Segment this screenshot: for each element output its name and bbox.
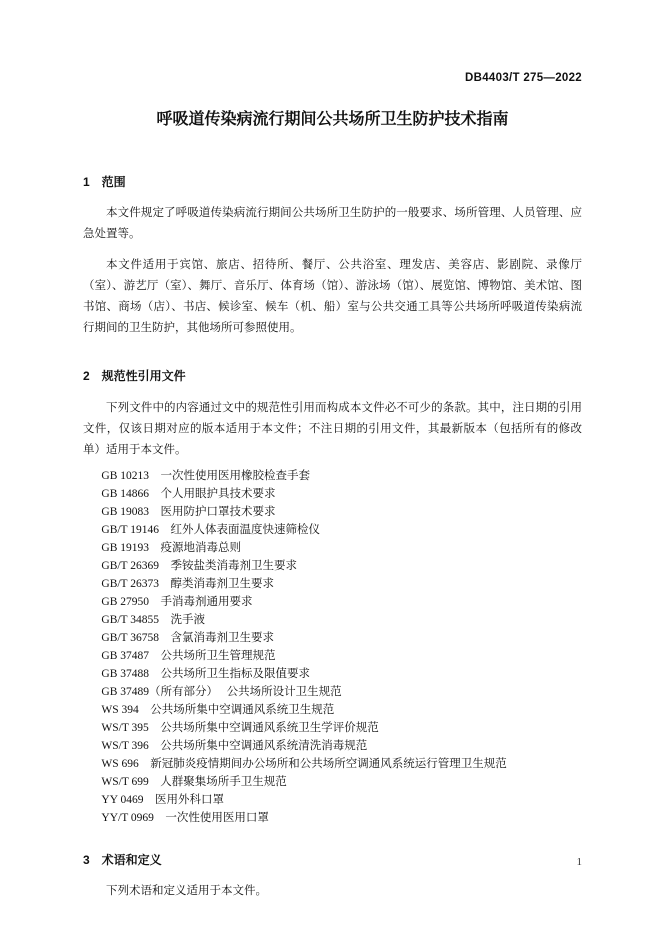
- reference-item: WS/T 396 公共场所集中空调通风系统清洗消毒规范: [101, 739, 368, 752]
- reference-item: WS/T 395 公共场所集中空调通风系统卫生学评价规范: [101, 721, 379, 734]
- doc-number: DB4403/T 275—2022: [465, 72, 582, 84]
- reference-item: GB 37487 公共场所卫生管理规范: [101, 649, 276, 662]
- terms-paragraph-1: 下列术语和定义适用于本文件。: [106, 884, 267, 897]
- reference-item: YY 0469 医用外科口罩: [101, 793, 224, 806]
- reference-item: GB 10213 一次性使用医用橡胶检查手套: [101, 469, 310, 482]
- document-body: [83, 72, 582, 902]
- reference-item: WS 696 新冠肺炎疫情期间办公场所和公共场所空调通风系统运行管理卫生规范: [101, 757, 507, 770]
- reference-item: GB 19193 疫源地消毒总则: [101, 541, 241, 554]
- reference-item: GB/T 34855 洗手液: [101, 613, 206, 626]
- reference-item: WS/T 699 人群聚集场所手卫生规范: [101, 775, 287, 788]
- page-number: 1: [576, 856, 582, 868]
- document-title: 呼吸道传染病流行期间公共场所卫生防护技术指南: [156, 111, 509, 128]
- reference-item: GB 37489（所有部分） 公共场所设计卫生规范: [101, 685, 342, 698]
- reference-item: GB 14866 个人用眼护具技术要求: [101, 487, 276, 500]
- reference-item: YY/T 0969 一次性使用医用口罩: [101, 811, 269, 824]
- reference-item: GB 19083 医用防护口罩技术要求: [101, 505, 276, 518]
- reference-list: [83, 467, 582, 827]
- scope-paragraph-1: 本文件规定了呼吸道传染病流行期间公共场所卫生防护的一般要求、场所管理、人员管理、应急处置等。: [83, 207, 582, 241]
- section-heading-terms: 3 术语和定义: [83, 852, 162, 867]
- reference-item: GB 27950 手消毒剂通用要求: [101, 595, 253, 608]
- section-heading-references: 2 规范性引用文件: [83, 369, 186, 384]
- reference-item: GB 37488 公共场所卫生指标及限值要求: [101, 667, 310, 680]
- references-intro-paragraph: 下列文件中的内容通过文中的规范性引用而构成本文件必不可少的条款。其中，注日期的引用文件，仅该日期对应的版本适用于本文件；不注日期的引用文件，其最新版本（包括所有的修改单）适用于本文件。: [83, 401, 582, 456]
- scope-paragraph-2: 本文件适用于宾馆、旅店、招待所、餐厅、公共浴室、理发店、美容店、影剧院、录像厅（室）、游艺厅（室）、舞厅、音乐厅、体育场（馆）、游泳场（馆）、展览馆、博物馆、美术馆、图书馆、商场（店）、书店、候诊室、候车（机、船）室与公共交通工具等公共场所呼吸道传染病流行期间的卫生防护，其他场所可参照使用。: [83, 259, 582, 335]
- reference-item: GB/T 26369 季铵盐类消毒剂卫生要求: [101, 559, 298, 572]
- reference-item: GB/T 26373 醇类消毒剂卫生要求: [101, 577, 275, 590]
- section-heading-scope: 1 范围: [83, 174, 126, 189]
- reference-item: WS 394 公共场所集中空调通风系统卫生规范: [101, 703, 335, 716]
- reference-item: GB/T 19146 红外人体表面温度快速筛检仪: [101, 523, 321, 536]
- reference-item: GB/T 36758 含氯消毒剂卫生要求: [101, 631, 275, 644]
